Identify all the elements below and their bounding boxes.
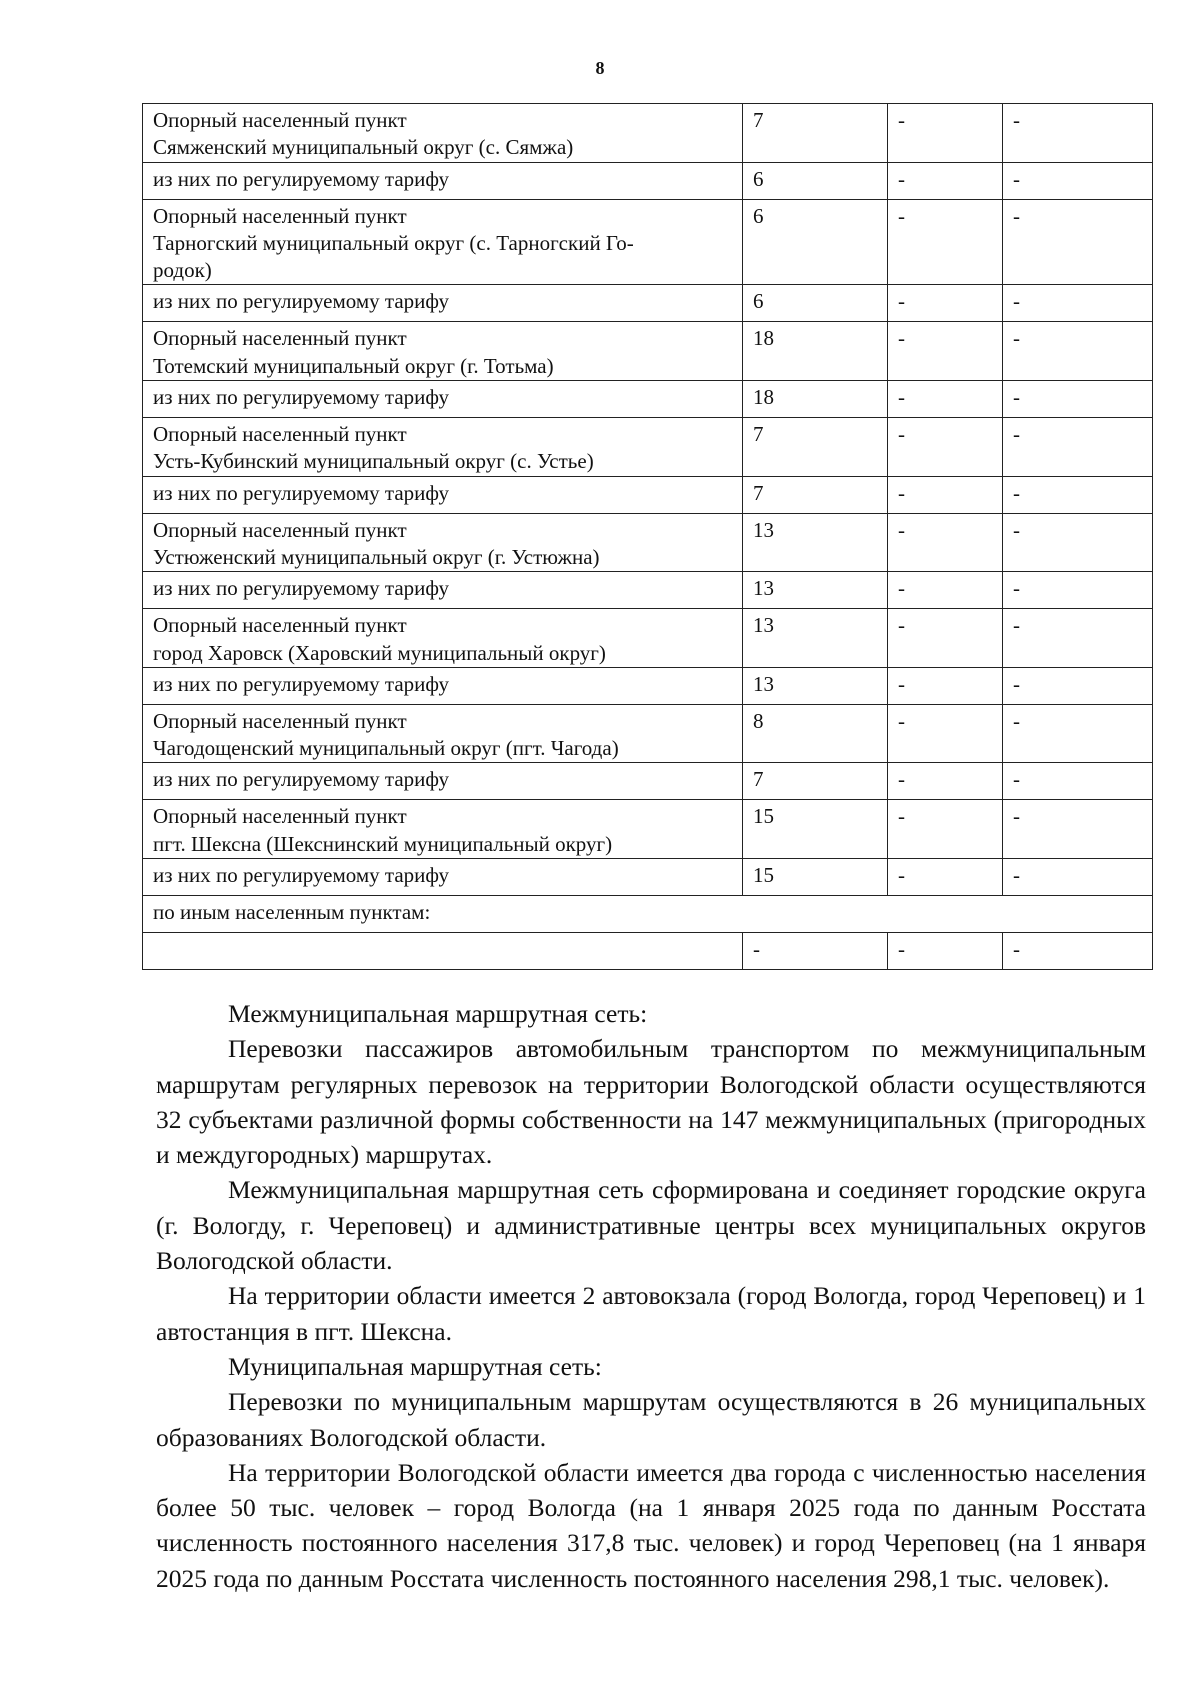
- routes-count-cell: 7: [743, 763, 888, 800]
- value-cell-2: -: [888, 104, 1003, 163]
- regulated-tariff-label-cell: из них по регулируемому тарифу: [143, 572, 743, 609]
- locality-line: пгт. Шексна (Шекснинский муниципальный округ): [153, 831, 613, 856]
- value-cell-2: -: [888, 763, 1003, 800]
- locality-line: Опорный населенный пункт: [153, 108, 407, 132]
- paragraph: Межмуниципальная маршрутная сеть сформирована и соединяет городские округа (г. Вологду, г. Череповец) и административные центры всех муниципальных округов Вологодской области.: [156, 1175, 1146, 1276]
- paragraph: Перевозки пассажиров автомобильным транспортом по межмуниципальным маршрутам регулярных перевозок на территории Вологодской области осуществляются 32 субъектами различной формы собственности на 147 межмуниципальных (пригородных и междугородных) маршрутах.: [156, 1034, 1146, 1170]
- regulated-tariff-label-cell: из них по регулируемому тарифу: [143, 162, 743, 199]
- locality-line: родок): [153, 258, 212, 283]
- value-cell-2: -: [888, 704, 1003, 763]
- locality-cell: [143, 704, 743, 763]
- routes-count-cell: 15: [743, 800, 888, 859]
- paragraph: На территории Вологодской области имеется два города с численностью населения более 50 тыс. человек – город Вологда (на 1 января 2025 года по данным Росстата численность постоянного населения 317,8 тыс. человек) и город Череповец (на 1 января 2025 года по данным Росстата численность постоянного населения 298,1 тыс. человек).: [156, 1457, 1146, 1593]
- routes-count-cell: 7: [743, 476, 888, 513]
- value-cell-3: -: [1003, 572, 1153, 609]
- table-row: [143, 859, 1153, 896]
- value-cell-3: -: [1003, 381, 1153, 418]
- value-cell-2: -: [888, 513, 1003, 572]
- table-row: [143, 896, 1153, 933]
- value-cell-2: -: [888, 667, 1003, 704]
- table-row: [143, 513, 1153, 572]
- routes-count-cell: 15: [743, 859, 888, 896]
- value-cell-3: -: [1003, 199, 1153, 285]
- paragraph: Перевозки по муниципальным маршрутам осуществляются в 26 муниципальных образованиях Вологодской области.: [156, 1387, 1146, 1452]
- regulated-tariff-label-cell: из них по регулируемому тарифу: [143, 476, 743, 513]
- locality-line: Сямженский муниципальный округ (с. Сямжа): [153, 135, 574, 160]
- regulated-tariff-label-cell: из них по регулируемому тарифу: [143, 667, 743, 704]
- section-heading: Муниципальная маршрутная сеть:: [228, 1351, 602, 1381]
- value-cell-3: -: [1003, 418, 1153, 477]
- value-cell-3: -: [1003, 104, 1153, 163]
- table-row: [143, 704, 1153, 763]
- locality-cell: [143, 104, 743, 163]
- table-row: [143, 933, 1153, 970]
- table-row: [143, 322, 1153, 381]
- value-cell-3: -: [1003, 667, 1153, 704]
- routes-table: [142, 103, 1153, 970]
- table-row: [143, 572, 1153, 609]
- routes-count-cell: 6: [743, 285, 888, 322]
- locality-cell: [143, 800, 743, 859]
- regulated-tariff-label-cell: из них по регулируемому тарифу: [143, 381, 743, 418]
- empty-label-cell: [143, 933, 743, 970]
- paragraph: На территории области имеется 2 автовокзала (город Вологда, город Череповец) и 1 автостанция в пгт. Шексна.: [156, 1281, 1146, 1346]
- value-cell-2: -: [888, 322, 1003, 381]
- value-cell-2: -: [888, 572, 1003, 609]
- table-row: [143, 800, 1153, 859]
- table-row: [143, 609, 1153, 668]
- table-row: [143, 763, 1153, 800]
- table-row: [143, 199, 1153, 285]
- value-cell-2: -: [888, 199, 1003, 285]
- value-cell-2: -: [888, 285, 1003, 322]
- locality-line: Устюженский муниципальный округ (г. Устюжна): [153, 544, 600, 569]
- value-cell-2: -: [888, 933, 1003, 970]
- value-cell-3: -: [1003, 763, 1153, 800]
- routes-count-cell: 13: [743, 609, 888, 668]
- table-row: [143, 418, 1153, 477]
- locality-cell: [143, 322, 743, 381]
- table-row: [143, 476, 1153, 513]
- locality-line: Усть-Кубинский муниципальный округ (с. Устье): [153, 449, 594, 474]
- section-heading: Межмуниципальная маршрутная сеть:: [228, 999, 648, 1028]
- body-text: [156, 996, 1146, 1596]
- locality-line: Тотемский муниципальный округ (г. Тотьма): [153, 353, 554, 378]
- regulated-tariff-label-cell: из них по регулируемому тарифу: [143, 859, 743, 896]
- routes-count-cell: 7: [743, 418, 888, 477]
- locality-cell: [143, 199, 743, 285]
- value-cell-3: -: [1003, 609, 1153, 668]
- value-cell-3: -: [1003, 859, 1153, 896]
- table-row: [143, 104, 1153, 163]
- locality-line: Опорный населенный пункт: [153, 326, 407, 351]
- table-row: [143, 162, 1153, 199]
- routes-count-cell: -: [743, 933, 888, 970]
- routes-table-body: [143, 104, 1153, 970]
- value-cell-2: -: [888, 162, 1003, 199]
- value-cell-3: -: [1003, 285, 1153, 322]
- routes-count-cell: 18: [743, 381, 888, 418]
- section-label-cell: по иным населенным пунктам:: [143, 896, 1153, 933]
- locality-line: Опорный населенный пункт: [153, 517, 407, 542]
- value-cell-3: -: [1003, 800, 1153, 859]
- locality-line: Тарногский муниципальный округ (с. Тарногский Го-: [153, 230, 634, 255]
- value-cell-3: -: [1003, 162, 1153, 199]
- locality-line: Чагодощенский муниципальный округ (пгт. Чагода): [153, 736, 619, 761]
- routes-count-cell: 18: [743, 322, 888, 381]
- value-cell-3: -: [1003, 933, 1153, 970]
- value-cell-2: -: [888, 381, 1003, 418]
- locality-line: Опорный населенный пункт: [153, 203, 407, 228]
- routes-count-cell: 13: [743, 667, 888, 704]
- locality-cell: [143, 418, 743, 477]
- locality-line: Опорный населенный пункт: [153, 804, 407, 829]
- locality-line: Опорный населенный пункт: [153, 708, 407, 733]
- value-cell-2: -: [888, 609, 1003, 668]
- value-cell-2: -: [888, 859, 1003, 896]
- routes-count-cell: 6: [743, 199, 888, 285]
- regulated-tariff-label-cell: из них по регулируемому тарифу: [143, 285, 743, 322]
- locality-line: Опорный населенный пункт: [153, 422, 407, 447]
- value-cell-2: -: [888, 418, 1003, 477]
- value-cell-2: -: [888, 476, 1003, 513]
- locality-cell: [143, 513, 743, 572]
- value-cell-3: -: [1003, 704, 1153, 763]
- value-cell-3: -: [1003, 513, 1153, 572]
- locality-cell: [143, 609, 743, 668]
- table-row: [143, 381, 1153, 418]
- regulated-tariff-label-cell: из них по регулируемому тарифу: [143, 763, 743, 800]
- page-number: 8: [595, 58, 605, 78]
- value-cell-3: -: [1003, 322, 1153, 381]
- routes-count-cell: 6: [743, 162, 888, 199]
- routes-count-cell: 7: [743, 104, 888, 163]
- locality-line: Опорный населенный пункт: [153, 613, 407, 638]
- routes-count-cell: 8: [743, 704, 888, 763]
- routes-count-cell: 13: [743, 572, 888, 609]
- value-cell-3: -: [1003, 476, 1153, 513]
- value-cell-2: -: [888, 800, 1003, 859]
- table-row: [143, 285, 1153, 322]
- table-row: [143, 667, 1153, 704]
- routes-count-cell: 13: [743, 513, 888, 572]
- locality-line: город Харовск (Харовский муниципальный округ): [153, 640, 606, 665]
